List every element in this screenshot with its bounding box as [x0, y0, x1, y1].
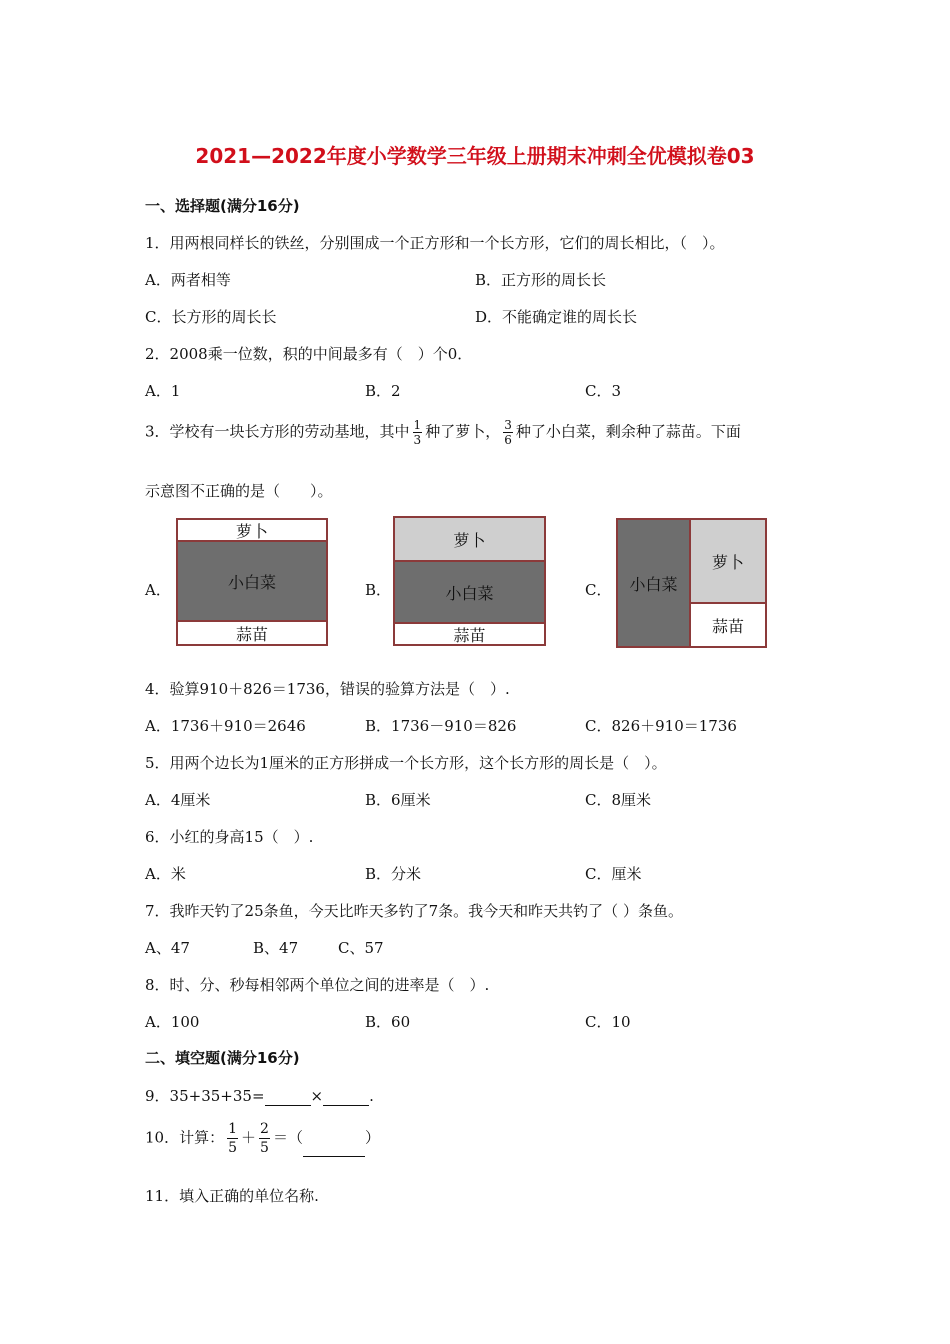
question-3 [145, 418, 741, 447]
q10-plus-sign: ＋ [241, 1128, 257, 1147]
question-1: 1．用两根同样长的铁丝，分别围成一个正方形和一个长方形，它们的周长相比，（ ）。 [145, 234, 725, 252]
q10-fraction-one-fifth: $\frac{1}{5}$ [228, 1121, 238, 1156]
fig-b-luobo: 萝卜 [395, 518, 544, 562]
q4-option-b: B．1736－910＝826 [365, 717, 517, 735]
section-heading-fill: 二、填空题(满分16分) [145, 1049, 300, 1067]
q4-option-a: A．1736＋910＝2646 [145, 717, 306, 735]
q7-option-a: A、47 [145, 939, 190, 957]
q5-option-a: A．4厘米 [145, 791, 211, 809]
q6-option-a: A．米 [145, 865, 186, 883]
q10-text: 10．计算： [145, 1128, 225, 1147]
q1-option-b: B．正方形的周长长 [475, 271, 607, 289]
q2-option-a: A．1 [145, 382, 181, 400]
fig-a-suanmiao: 蒜苗 [178, 622, 326, 644]
fig-b-xiaobaicai: 小白菜 [395, 562, 544, 624]
q1-option-d: D．不能确定谁的周长长 [475, 308, 638, 326]
section-heading-choice: 一、选择题(满分16分) [145, 197, 300, 215]
q3-option-c: C． [585, 581, 612, 599]
fig-c-xiaobaicai: 小白菜 [618, 520, 691, 646]
q8-option-b: B．60 [365, 1013, 411, 1031]
q6-option-c: C．厘米 [585, 865, 642, 883]
q6-option-b: B．分米 [365, 865, 422, 883]
question-2: 2．2008乘一位数，积的中间最多有（ ）个0． [145, 345, 473, 363]
q10-answer-blank[interactable] [303, 1140, 365, 1157]
q7-option-c: C、57 [338, 939, 384, 957]
q10-close-paren: ） [364, 1128, 380, 1147]
fig-a-luobo: 萝卜 [178, 520, 326, 542]
fig-b-suanmiao: 蒜苗 [395, 624, 544, 644]
q9-blank-2[interactable] [323, 1089, 369, 1106]
q3-option-a: A． [145, 581, 171, 599]
q10-fraction-two-fifths: $\frac{2}{5}$ [260, 1121, 269, 1156]
q3-text-post: 种了小白菜，剩余种了蒜苗。下面 [515, 422, 741, 441]
q8-option-a: A．100 [145, 1013, 200, 1031]
q3-figure-b [393, 516, 546, 646]
q4-option-c: C．826＋910＝1736 [585, 717, 737, 735]
q1-option-c: C．长方形的周长长 [145, 308, 277, 326]
question-10 [145, 1120, 380, 1157]
fig-a-xiaobaicai: 小白菜 [178, 542, 326, 622]
q8-option-c: C．10 [585, 1013, 631, 1031]
question-6: 6．小红的身高15（ ）. [145, 828, 314, 846]
question-7: 7．我昨天钓了25条鱼，今天比昨天多钓了7条。我今天和昨天共钓了（ ）条鱼。 [145, 902, 683, 920]
q5-option-c: C．8厘米 [585, 791, 652, 809]
q3-fraction-three-sixths: $\frac{3}{6}$ [504, 418, 512, 447]
q2-option-b: B．2 [365, 382, 401, 400]
q9-blank-1[interactable] [265, 1089, 311, 1106]
question-3-line2: 示意图不正确的是（ ）。 [145, 482, 333, 500]
q3-text-mid: 种了萝卜， [425, 422, 501, 441]
q5-option-b: B．6厘米 [365, 791, 431, 809]
q3-figure-c [616, 518, 767, 648]
question-4: 4．验算910＋826＝1736，错误的验算方法是（ ）. [145, 680, 510, 698]
q3-option-b: B． [365, 581, 392, 599]
question-8: 8．时、分、秒每相邻两个单位之间的进率是（ ）. [145, 976, 490, 994]
q3-fraction-one-third: $\frac{1}{3}$ [413, 418, 422, 447]
fig-c-luobo: 萝卜 [691, 520, 765, 604]
question-11: 11．填入正确的单位名称. [145, 1187, 319, 1205]
q9-text: 9．35+35+35= [145, 1087, 265, 1105]
q2-option-c: C．3 [585, 382, 622, 400]
q7-option-b: B、47 [253, 939, 299, 957]
q9-times-sign: × [310, 1087, 324, 1105]
question-9 [145, 1085, 374, 1106]
q9-period: . [369, 1087, 374, 1105]
question-5: 5．用两个边长为1厘米的正方形拼成一个长方形，这个长方形的周长是（ ）。 [145, 754, 667, 772]
q10-equals: ＝（ [272, 1128, 303, 1147]
q1-option-a: A．两者相等 [145, 271, 231, 289]
fig-c-suanmiao: 蒜苗 [691, 604, 765, 646]
q3-figure-a [176, 518, 328, 646]
page-title: 2021—2022年度小学数学三年级上册期末冲刺全优模拟卷03 [195, 144, 755, 168]
q3-text-pre: 3．学校有一块长方形的劳动基地，其中 [145, 422, 410, 441]
